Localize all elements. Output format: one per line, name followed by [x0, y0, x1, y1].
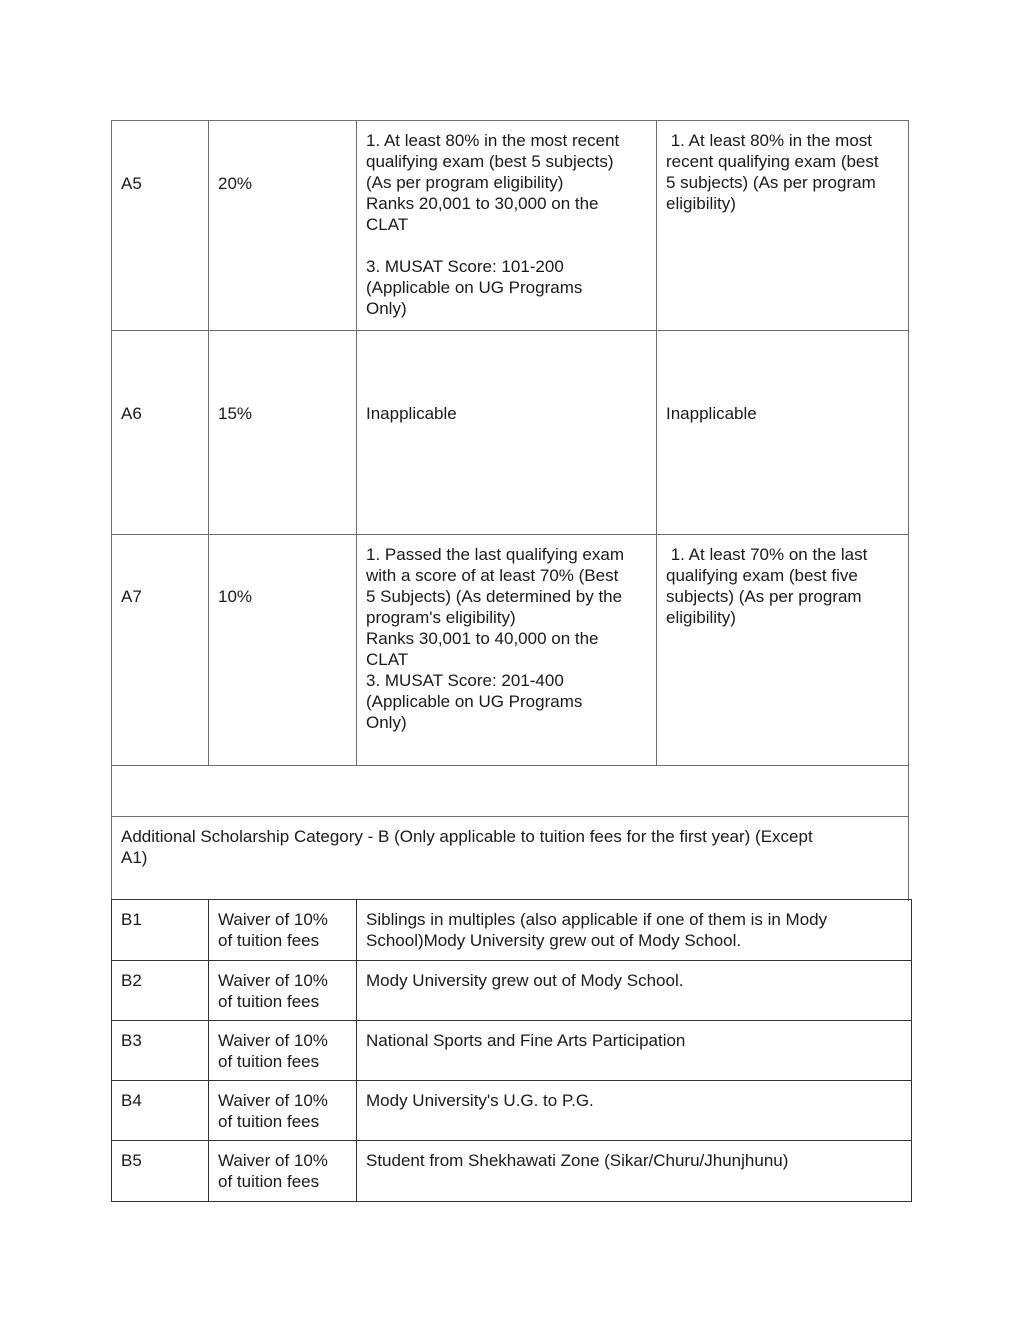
alt-criteria-cell [656, 330, 909, 535]
row-percent: 15% [218, 404, 253, 423]
b-description-line: Mody University grew out of Mody School. [366, 971, 684, 990]
category-b-heading-line: Additional Scholarship Category - B (Only applicable to tuition fees for the first year) (Except [121, 827, 813, 846]
criteria-line: (Applicable on UG Programs [366, 692, 583, 711]
alt-criteria-line: 1. At least 80% in the most [666, 131, 873, 150]
alt-criteria-line: 5 subjects) (As per program [666, 173, 876, 192]
criteria-line: Inapplicable [366, 404, 457, 423]
b-description-line: Mody University's U.G. to P.G. [366, 1091, 594, 1110]
criteria-line: CLAT [366, 215, 409, 234]
b-code-cell [111, 1020, 209, 1081]
b-waiver-cell [208, 960, 357, 1021]
criteria-line: 3. MUSAT Score: 201-400 [366, 671, 564, 690]
criteria-line: (Applicable on UG Programs [366, 278, 583, 297]
b-waiver-line: of tuition fees [218, 931, 320, 950]
alt-criteria-line: qualifying exam (best five [666, 566, 858, 585]
criteria-line: Only) [366, 299, 407, 318]
b-description-cell [356, 1020, 912, 1081]
alt-criteria-line: eligibility) [666, 608, 736, 627]
criteria-spacer [366, 235, 649, 256]
criteria-cell [356, 330, 657, 535]
row-code-cell [111, 120, 209, 331]
criteria-line: program's eligibility) [366, 608, 516, 627]
b-code: B2 [121, 971, 142, 990]
b-code: B3 [121, 1031, 142, 1050]
criteria-line: Ranks 20,001 to 30,000 on the [366, 194, 599, 213]
b-description-line: Siblings in multiples (also applicable if one of them is in Mody [366, 910, 828, 929]
alt-criteria-line: Inapplicable [666, 404, 757, 423]
row-percent: 20% [218, 174, 253, 193]
criteria-cell [356, 120, 657, 331]
b-waiver-line: of tuition fees [218, 992, 320, 1011]
row-code: A6 [121, 404, 142, 423]
category-b-heading [111, 816, 909, 901]
b-code: B1 [121, 910, 142, 929]
category-b-heading-line: A1) [121, 848, 148, 867]
b-waiver-cell [208, 899, 357, 961]
row-code: A7 [121, 587, 142, 606]
b-waiver-line: Waiver of 10% [218, 1031, 328, 1050]
alt-criteria-line: eligibility) [666, 194, 736, 213]
alt-criteria-line: 1. At least 70% on the last [666, 545, 868, 564]
criteria-line: (As per program eligibility) [366, 173, 564, 192]
b-waiver-line: Waiver of 10% [218, 910, 328, 929]
b-code: B4 [121, 1091, 142, 1110]
b-description-cell [356, 1080, 912, 1141]
b-description-line: School)Mody University grew out of Mody School. [366, 931, 742, 950]
criteria-line: 1. At least 80% in the most recent [366, 131, 620, 150]
criteria-line: with a score of at least 70% (Best [366, 566, 619, 585]
b-description-cell [356, 1140, 912, 1202]
criteria-line: 5 Subjects) (As determined by the [366, 587, 623, 606]
b-waiver-cell [208, 1080, 357, 1141]
b-waiver-line: of tuition fees [218, 1172, 320, 1191]
criteria-line: CLAT [366, 650, 409, 669]
criteria-line: 3. MUSAT Score: 101-200 [366, 257, 564, 276]
b-code-cell [111, 899, 209, 961]
b-description-line: National Sports and Fine Arts Participation [366, 1031, 686, 1050]
b-description-cell [356, 960, 912, 1021]
row-code-cell [111, 330, 209, 535]
alt-criteria-cell [656, 534, 909, 766]
b-description-cell [356, 899, 912, 961]
empty-spacer-row [111, 765, 909, 817]
b-waiver-cell [208, 1020, 357, 1081]
b-description-line: Student from Shekhawati Zone (Sikar/Churu/Jhunjhunu) [366, 1151, 789, 1170]
row-percent-cell [208, 120, 357, 331]
alt-criteria-line: recent qualifying exam (best [666, 152, 879, 171]
row-percent-cell [208, 534, 357, 766]
b-waiver-line: Waiver of 10% [218, 1091, 328, 1110]
b-waiver-line: Waiver of 10% [218, 971, 328, 990]
row-percent: 10% [218, 587, 253, 606]
row-code-cell [111, 534, 209, 766]
b-code: B5 [121, 1151, 142, 1170]
alt-criteria-cell [656, 120, 909, 331]
b-code-cell [111, 1080, 209, 1141]
b-waiver-line: of tuition fees [218, 1112, 320, 1131]
criteria-line: Ranks 30,001 to 40,000 on the [366, 629, 599, 648]
criteria-line: Only) [366, 713, 407, 732]
b-waiver-line: of tuition fees [218, 1052, 320, 1071]
criteria-line: 1. Passed the last qualifying exam [366, 545, 624, 564]
criteria-cell [356, 534, 657, 766]
b-code-cell [111, 960, 209, 1021]
row-percent-cell [208, 330, 357, 535]
criteria-line: qualifying exam (best 5 subjects) [366, 152, 614, 171]
b-waiver-line: Waiver of 10% [218, 1151, 328, 1170]
row-code: A5 [121, 174, 142, 193]
b-waiver-cell [208, 1140, 357, 1202]
b-code-cell [111, 1140, 209, 1202]
alt-criteria-line: subjects) (As per program [666, 587, 862, 606]
